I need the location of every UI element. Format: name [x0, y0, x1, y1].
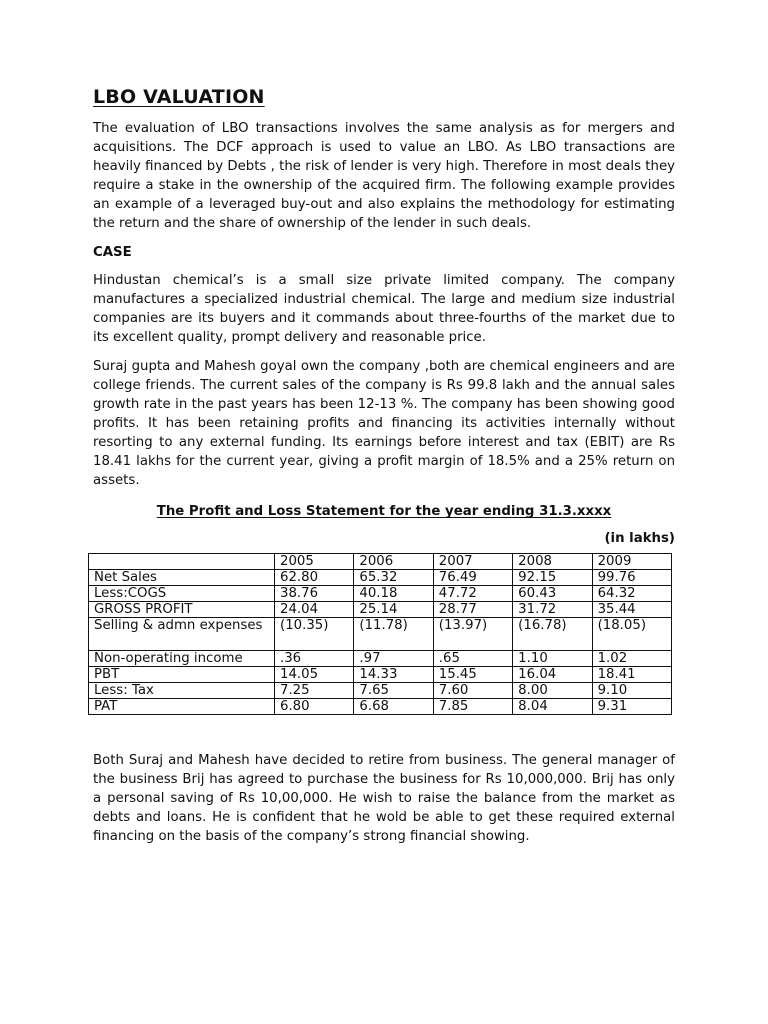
row-label: Non-operating income [89, 651, 275, 667]
table-cell: 7.60 [433, 683, 512, 699]
profit-loss-table [88, 553, 672, 715]
header-year-2009: 2009 [592, 554, 671, 570]
table-cell: 38.76 [275, 586, 354, 602]
table-cell: 28.77 [433, 602, 512, 618]
table-cell: 31.72 [513, 602, 592, 618]
table-cell: 35.44 [592, 602, 671, 618]
table-row-gross-profit [89, 602, 672, 618]
table-cell: .97 [354, 651, 433, 667]
table-row-pbt [89, 667, 672, 683]
table-cell: 7.85 [433, 699, 512, 715]
table-row-net-sales [89, 570, 672, 586]
table-row-cogs [89, 586, 672, 602]
document-page [93, 86, 675, 847]
table-cell: 15.45 [433, 667, 512, 683]
table-cell: 76.49 [433, 570, 512, 586]
table-cell: 6.80 [275, 699, 354, 715]
case-paragraph-owners: Suraj gupta and Mahesh goyal own the company ,both are chemical engineers and are college friends. The current sales of the company is Rs 99.8 lakh and the annual sales growth rate in the past years has been 12-13 %. The company has been showing good profits. It has been retaining profits and financing its activities internally without resorting to any external funding. Its earnings before interest and tax (EBIT) are Rs 18.41 lakhs for the current year, giving a profit margin of 18.5% and a 25% return on assets. [93, 359, 675, 488]
table-cell: .65 [433, 651, 512, 667]
table-cell: 1.02 [592, 651, 671, 667]
table-cell: 9.10 [592, 683, 671, 699]
case-paragraph-company: Hindustan chemical’s is a small size private limited company. The company manufactures a specialized industrial chemical. The large and medium size industrial companies are its buyers and it commands about three-fourths of the market due to its excellent quality, prompt delivery and reasonable price. [93, 273, 675, 346]
table-cell: 8.00 [513, 683, 592, 699]
row-label: PBT [89, 667, 275, 683]
row-label: Selling & admn expenses [89, 618, 275, 651]
table-cell: 8.04 [513, 699, 592, 715]
table-cell: 14.05 [275, 667, 354, 683]
table-cell: 6.68 [354, 699, 433, 715]
header-year-2008: 2008 [513, 554, 592, 570]
table-units: (in lakhs) [604, 531, 675, 547]
table-cell: 18.41 [592, 667, 671, 683]
table-row-non-operating-income [89, 651, 672, 667]
table-cell: 7.25 [275, 683, 354, 699]
row-label: Less:COGS [89, 586, 275, 602]
table-cell: (18.05) [592, 618, 671, 651]
case-heading: CASE [93, 245, 132, 261]
table-cell: 24.04 [275, 602, 354, 618]
table-cell: .36 [275, 651, 354, 667]
table-cell: 1.10 [513, 651, 592, 667]
table-cell: 99.76 [592, 570, 671, 586]
closing-paragraph: Both Suraj and Mahesh have decided to retire from business. The general manager of the business Brij has agreed to purchase the business for Rs 10,000,000. Brij has only a personal saving of Rs 10,00,000. He wish to raise the balance from the market as debts and loans. He is confident that he wold be able to get these required external financing on the basis of the company’s strong financial showing. [93, 753, 675, 845]
row-label: PAT [89, 699, 275, 715]
table-cell: 62.80 [275, 570, 354, 586]
table-cell: 65.32 [354, 570, 433, 586]
table-cell: (10.35) [275, 618, 354, 651]
table-cell: 40.18 [354, 586, 433, 602]
table-cell: 60.43 [513, 586, 592, 602]
table-title: The Profit and Loss Statement for the year ending 31.3.xxxx [156, 504, 612, 520]
table-cell: 47.72 [433, 586, 512, 602]
row-label: Less: Tax [89, 683, 275, 699]
table-cell: (11.78) [354, 618, 433, 651]
table-cell: (13.97) [433, 618, 512, 651]
table-cell: 14.33 [354, 667, 433, 683]
document-title: LBO VALUATION [93, 86, 265, 108]
row-label: GROSS PROFIT [89, 602, 275, 618]
table-cell: 25.14 [354, 602, 433, 618]
header-year-2005: 2005 [275, 554, 354, 570]
header-year-2007: 2007 [433, 554, 512, 570]
table-cell: (16.78) [513, 618, 592, 651]
table-row-selling-admn [89, 618, 672, 651]
intro-paragraph: The evaluation of LBO transactions involves the same analysis as for mergers and acquisitions. The DCF approach is used to value an LBO. As LBO transactions are heavily financed by Debts , the risk of lender is very high. Therefore in most deals they require a stake in the ownership of the acquired firm. The following example provides an example of a leveraged buy-out and also explains the methodology for estimating the return and the share of ownership of the lender in such deals. [93, 121, 675, 231]
table-cell: 7.65 [354, 683, 433, 699]
row-label: Net Sales [89, 570, 275, 586]
table-cell: 64.32 [592, 586, 671, 602]
header-year-2006: 2006 [354, 554, 433, 570]
table-cell: 92.15 [513, 570, 592, 586]
table-header-row [89, 554, 672, 570]
table-cell: 16.04 [513, 667, 592, 683]
table-row-pat [89, 699, 672, 715]
table-row-tax [89, 683, 672, 699]
header-blank-cell [89, 554, 275, 570]
table-cell: 9.31 [592, 699, 671, 715]
